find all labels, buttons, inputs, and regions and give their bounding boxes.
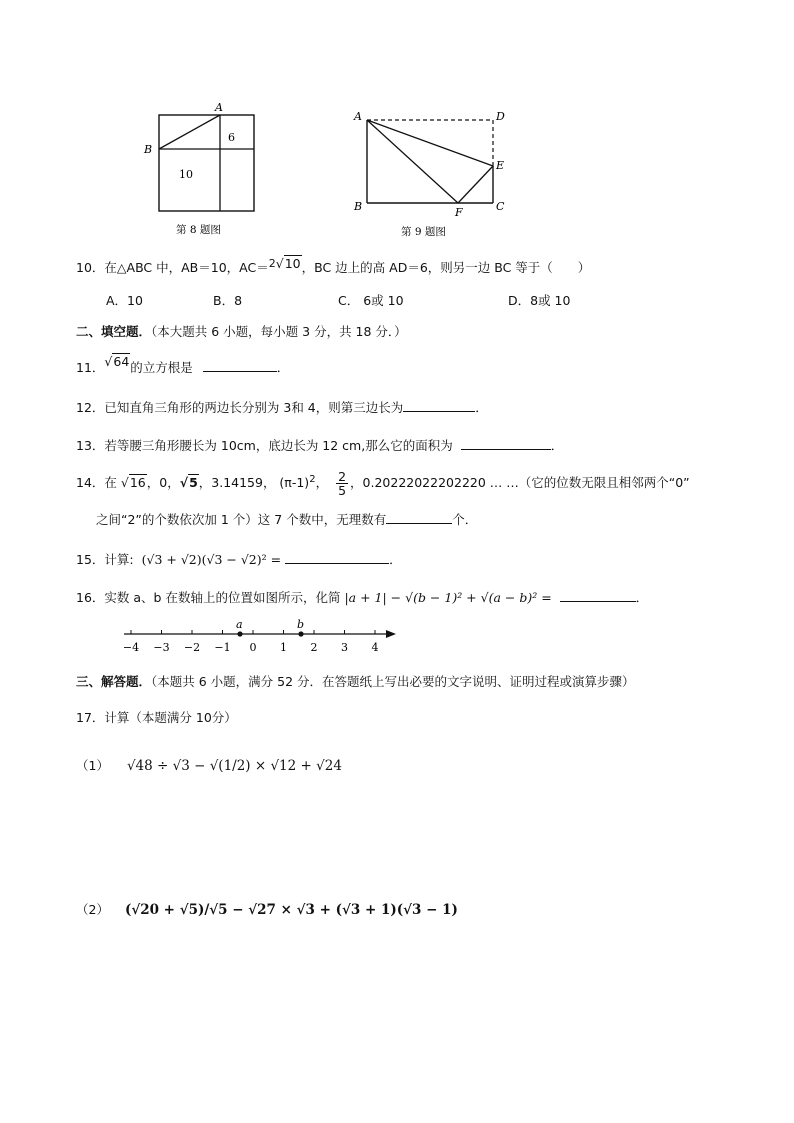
- question-10: [76, 257, 590, 276]
- number-line-tick-label: −2: [183, 641, 201, 654]
- number-line-tick-label: −3: [153, 641, 170, 654]
- section-3-note: （本题共 6 小题，满分 52 分．在答题纸上写出必要的文字说明、证明过程或演算步骤）: [151, 674, 635, 689]
- fig9-af: [367, 120, 458, 203]
- q10-option-d: D．8或 10: [508, 293, 571, 308]
- number-line-arrow: [386, 630, 396, 638]
- fig9-ae: [367, 120, 493, 166]
- q10-option-b: B．8: [213, 293, 243, 308]
- question-14: [76, 468, 690, 497]
- q14-answer-blank[interactable]: [386, 511, 452, 524]
- q15-answer-blank[interactable]: [285, 551, 389, 564]
- q17-p1-label: （1）: [76, 758, 109, 773]
- q14-frac-den: 5: [338, 483, 347, 499]
- fig9-label-e: E: [496, 159, 505, 172]
- question-11: [76, 354, 290, 376]
- q11-num: 11．: [76, 360, 105, 375]
- section-3-heading: [76, 672, 635, 690]
- q14-line2b: 个．: [452, 512, 478, 527]
- question-15: [76, 550, 402, 568]
- q14-sqrt5: √5: [179, 475, 198, 491]
- q15-num: 15．计算:: [76, 552, 134, 567]
- figure-8: [140, 98, 270, 238]
- question-17-title: 17．计算（本题满分 10分）: [76, 710, 237, 725]
- number-line-tick-label: −4: [122, 641, 140, 654]
- fig8-caption: 第 8 题图: [176, 224, 221, 236]
- fig9-label-b: B: [354, 200, 363, 213]
- question-17-part2: [76, 900, 458, 918]
- fig8-square: [159, 115, 254, 211]
- section-2-heading: [76, 322, 407, 340]
- q11-end: ．: [276, 360, 290, 375]
- fig8-label-a: A: [215, 101, 223, 114]
- fig9-label-c: C: [496, 200, 505, 213]
- q11-answer-blank[interactable]: [203, 359, 277, 372]
- q14-sup: 2: [309, 474, 316, 485]
- q14-sqrt16: √16: [120, 475, 146, 491]
- fig9-label-f: F: [455, 206, 463, 219]
- q11-radical: √64: [104, 354, 130, 369]
- section-2-note: （本大题共 6 小题，每小题 3 分，共 18 分．）: [151, 324, 407, 339]
- q14-sep1: ，0，: [146, 475, 180, 491]
- number-line-tick-label: 2: [310, 641, 318, 654]
- fig8-diagonal: [159, 115, 220, 149]
- fig9-label-d: D: [496, 110, 505, 123]
- q10-option-c: C． 6或 10: [338, 293, 404, 308]
- q14-line2a: 之间“2”的个数依次加 1 个）这 7 个数中，无理数有: [96, 512, 387, 527]
- q12-text: 12．已知直角三角形的两边长分别为 3和 4，则第三边长为: [76, 400, 404, 415]
- q15-end: ．: [389, 552, 402, 567]
- section-3-title: 三、解答题．: [76, 674, 152, 689]
- q16-text: 16．实数 a、b 在数轴上的位置如图所示，化简: [76, 590, 341, 605]
- q16-end: ．: [635, 590, 649, 605]
- q12-end: ．: [475, 400, 488, 415]
- q16-expr: |a + 1| − √(b − 1)² + √(a − b)² =: [344, 590, 552, 605]
- number-line-tick-label: 1: [280, 641, 287, 654]
- q10-radicand: 10: [284, 256, 301, 272]
- q14-mid: ，3.14159， (π-1): [198, 475, 310, 491]
- number-line-tick-label: 4: [371, 641, 379, 654]
- q14-radicand-5: 5: [189, 475, 198, 491]
- q14-radicand-16: 16: [129, 475, 146, 491]
- q10-coef: 2: [268, 257, 276, 270]
- q11-text: 的立方根是: [130, 360, 193, 375]
- figure-9: [345, 100, 520, 240]
- question-17-part1: [76, 756, 342, 774]
- question-13: [76, 436, 563, 454]
- q11-radicand: 64: [113, 354, 130, 369]
- number-line-tick-label: −1: [214, 641, 231, 654]
- fig9-fe: [458, 166, 493, 203]
- question-16: [76, 588, 648, 606]
- q14-sep2: ，: [315, 475, 329, 491]
- number-line-tick-label: 3: [341, 641, 348, 654]
- question-12: [76, 398, 488, 416]
- q12-answer-blank[interactable]: [403, 399, 475, 412]
- q10-stem-b: ，BC 边上的高 AD＝6，则另一边 BC 等于（ ）: [301, 260, 591, 276]
- number-line-tick-label: 0: [249, 641, 257, 654]
- q17-p2-expr: (√20 + √5)/√5 − √27 × √3 + (√3 + 1)(√3 − 1): [124, 902, 458, 918]
- q16-answer-blank[interactable]: [560, 589, 636, 602]
- q14-fraction: [336, 470, 348, 497]
- question-14-line2: [96, 510, 477, 528]
- q13-answer-blank[interactable]: [461, 437, 551, 450]
- q10-stem-a: 10．在△ABC 中，AB＝10，AC＝: [76, 260, 269, 276]
- fig9-caption: 第 9 题图: [401, 226, 446, 238]
- q17-p2-label: （2）: [76, 902, 109, 917]
- point-b-label: b: [297, 618, 305, 631]
- point-a-label: a: [236, 618, 243, 631]
- q13-end: ．: [550, 438, 564, 453]
- q13-text: 13．若等腰三角形腰长为 10cm，底边长为 12 cm,那么它的面积为: [76, 438, 453, 453]
- q10-option-a: A．10: [106, 293, 143, 308]
- q14-frac-num: 2: [338, 469, 347, 485]
- fig8-label-10: 10: [179, 168, 193, 181]
- q14-num: 14．在: [76, 475, 117, 491]
- fig8-label-6: 6: [228, 131, 235, 144]
- point-a-dot: [237, 631, 242, 636]
- q10-radical: √10: [275, 256, 301, 272]
- point-b-dot: [298, 631, 303, 636]
- number-line: [118, 616, 403, 656]
- q14-tail: ，0.20222022202220 … …（它的位数无限且相邻两个“0”: [350, 475, 690, 491]
- q17-p1-expr: √48 ÷ √3 − √(1/2) × √12 + √24: [126, 758, 342, 774]
- q15-expr: (√3 + √2)(√3 − √2)² =: [141, 552, 282, 567]
- section-2-title: 二、填空题．: [76, 324, 152, 339]
- fig9-label-a: A: [354, 110, 362, 123]
- fig8-label-b: B: [144, 143, 153, 156]
